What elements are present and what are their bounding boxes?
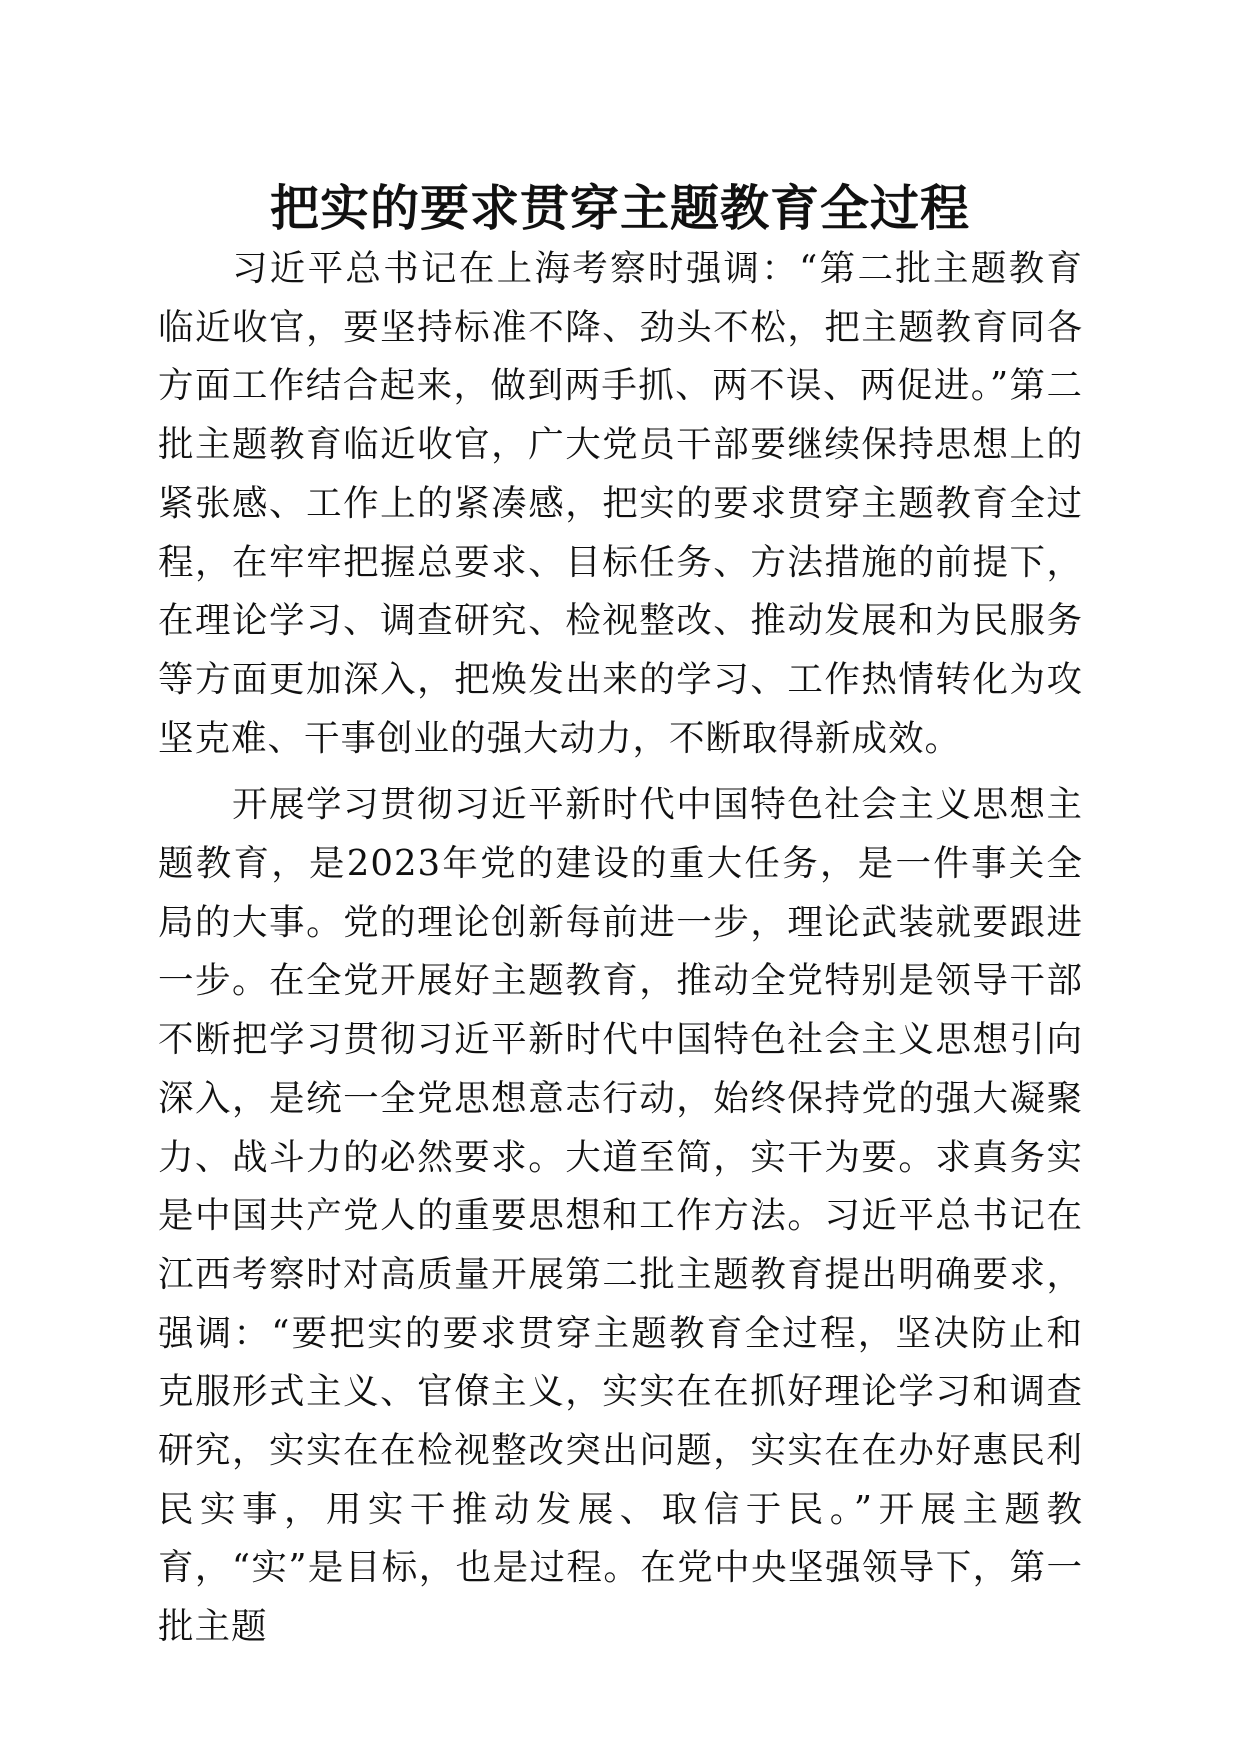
- document-body: [158, 240, 1083, 1665]
- paragraph-1: 习近平总书记在上海考察时强调：“第二批主题教育临近收官，要坚持标准不降、劲头不松，把主题教育同各方面工作结合起来，做到两手抓、两不误、两促进。”第二批主题教育临近收官，广大党员干部要继续保持思想上的紧张感、工作上的紧凑感，把实的要求贯穿主题教育全过程，在牢牢把握总要求、目标任务、方法措施的前提下，在理论学习、调查研究、检视整改、推动发展和为民服务等方面更加深入，把焕发出来的学习、工作热情转化为攻坚克难、干事创业的强大动力，不断取得新成效。: [158, 248, 1083, 759]
- paragraph-2: 开展学习贯彻习近平新时代中国特色社会主义思想主题教育，是2023年党的建设的重大任务，是一件事关全局的大事。党的理论创新每前进一步，理论武装就要跟进一步。在全党开展好主题教育，推动全党特别是领导干部不断把学习贯彻习近平新时代中国特色社会主义思想引向深入，是统一全党思想意志行动，始终保持党的强大凝聚力、战斗力的必然要求。大道至简，实干为要。求真务实是中国共产党人的重要思想和工作方法。习近平总书记在江西考察时对高质量开展第二批主题教育提出明确要求，强调：“要把实的要求贯穿主题教育全过程，坚决防止和克服形式主义、官僚主义，实实在在抓好理论学习和调查研究，实实在在检视整改突出问题，实实在在办好惠民利民实事，用实干推动发展、取信于民。”开展主题教育，“实”是目标，也是过程。在党中央坚强领导下，第一批主题: [158, 784, 1083, 1648]
- document-title: 把实的要求贯穿主题教育全过程: [269, 179, 970, 237]
